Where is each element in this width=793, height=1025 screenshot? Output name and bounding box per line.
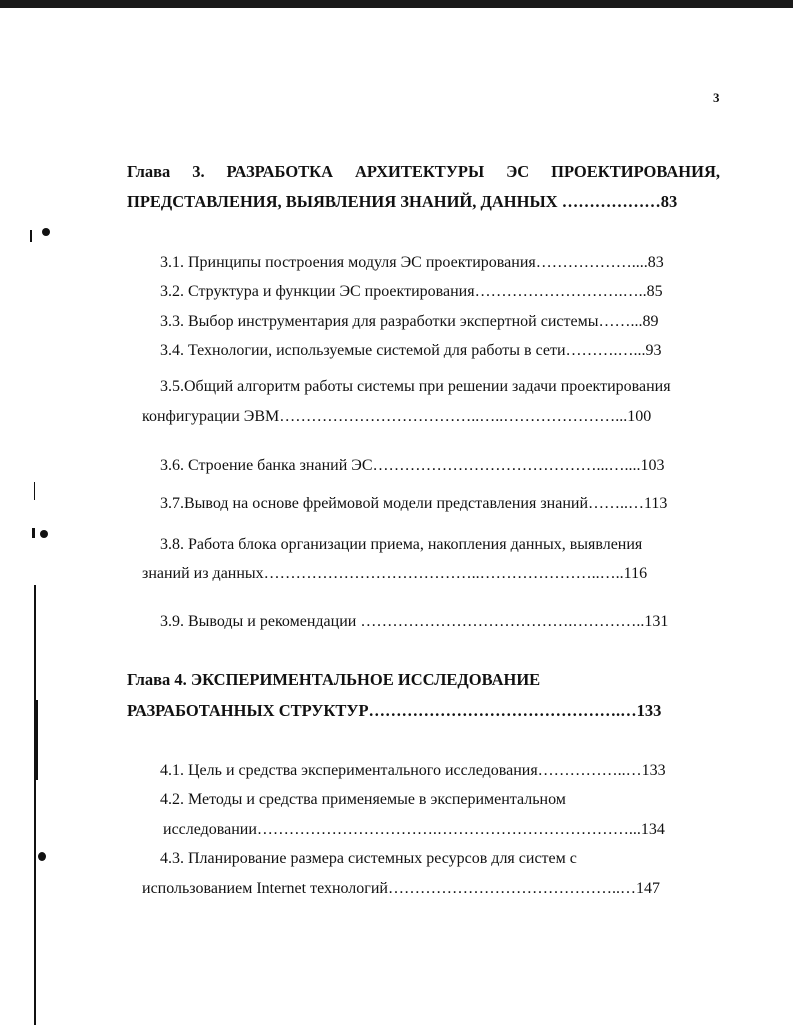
toc-entry-4-2: 4.2. Методы и средства применяемые в экспериментальном (160, 791, 566, 808)
toc-entry-3-2: 3.2. Структура и функции ЭС проектирования……………………….…..85 (160, 283, 663, 300)
toc-entry-3-5: 3.5.Общий алгоритм работы системы при решении задачи проектирования (160, 378, 671, 395)
chapter-3-title: Глава 3. РАЗРАБОТКА АРХИТЕКТУРЫ ЭС ПРОЕКТИРОВАНИЯ, (127, 162, 720, 181)
toc-entry-3-9: 3.9. Выводы и рекомендации ………………………………….…………..131 (160, 613, 669, 630)
chapter-4-title-cont: РАЗРАБОТАННЫХ СТРУКТУР……………………………………….…133 (127, 701, 662, 720)
toc-entry-4-1: 4.1. Цель и средства экспериментального исследования……………..…133 (160, 762, 666, 779)
toc-entry-3-6: 3.6. Строение банка знаний ЭС……………………………………...…....103 (160, 457, 665, 474)
toc-entry-3-4: 3.4. Технологии, используемые системой для работы в сети……….…...93 (160, 342, 662, 359)
page-number: 3 (713, 90, 720, 105)
chapter-3-title-cont: ПРЕДСТАВЛЕНИЯ, ВЫЯВЛЕНИЯ ЗНАНИЙ, ДАННЫХ ………………83 (127, 192, 678, 211)
toc-entry-3-8-cont: знаний из данных…………………………………..…………………..…..116 (142, 565, 648, 582)
scan-edge-line (34, 585, 36, 1025)
toc-entry-3-1: 3.1. Принципы построения модуля ЭС проектирования………………....83 (160, 254, 664, 271)
scan-speck (42, 228, 50, 236)
scan-speck (30, 230, 32, 242)
toc-entry-3-8: 3.8. Работа блока организации приема, накопления данных, выявления (160, 536, 643, 553)
scan-top-border (0, 0, 793, 8)
scan-speck (34, 482, 35, 500)
scan-speck (40, 530, 48, 538)
toc-entry-3-3: 3.3. Выбор инструментария для разработки экспертной системы……...89 (160, 313, 659, 330)
toc-entry-3-7: 3.7.Вывод на основе фреймовой модели представления знаний……..…113 (160, 495, 668, 512)
toc-entry-4-2-cont: исследовании…………………………….………………………………...134 (163, 821, 665, 838)
toc-entry-3-5-cont: конфигурации ЭВМ………………………………..…..…………………...100 (142, 408, 652, 425)
scan-speck (32, 528, 35, 538)
scan-edge-line (36, 700, 38, 780)
scan-speck (38, 852, 46, 861)
toc-entry-4-3: 4.3. Планирование размера системных ресурсов для систем с (160, 850, 577, 867)
toc-entry-4-3-cont: использованием Internet технологий……………………………………..…147 (142, 880, 660, 897)
chapter-4-title: Глава 4. ЭКСПЕРИМЕНТАЛЬНОЕ ИССЛЕДОВАНИЕ (127, 670, 541, 689)
